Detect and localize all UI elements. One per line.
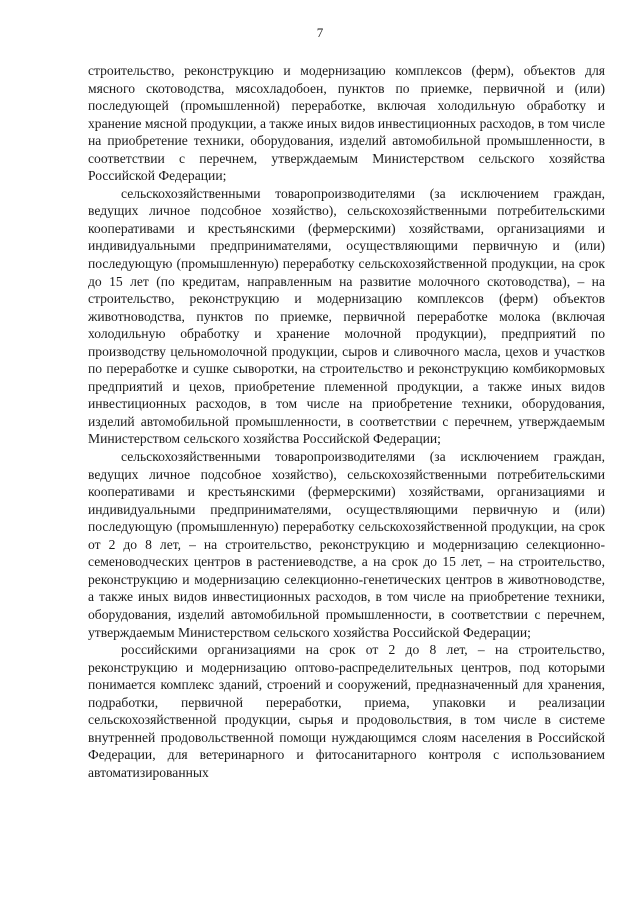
paragraph-4: российскими организациями на срок от 2 до 8 лет, – на строительство, реконструкцию и модернизацию оптово-распределительных центров, под которыми понимается комплекс зданий, строений и сооружений, предназначенный для хранения, подработки, первичной переработки, приема, упаковки и реализации сельскохозяйственной продукции, сырья и продовольствия, в том числе в системе внутренней продовольственной помощи нуждающимся слоям населения в Российской Федерации, для ветеринарного и фитосанитарного контроля с использованием автоматизированных xyxy=(88,642,605,780)
page-number: 7 xyxy=(316,25,324,40)
paragraph-3: сельскохозяйственными товаропроизводителями (за исключением граждан, ведущих личное подсобное хозяйство), сельскохозяйственными потребительскими кооперативами и крестьянскими (фермерскими) хозяйствами, организациями и индивидуальными предпринимателями, осуществляющими первичную и (или) последующую (промышленную) переработку сельскохозяйственной продукции, на срок от 2 до 8 лет, – на строительство, реконструкцию и модернизацию селекционно-семеноводческих центров в растениеводстве, а на срок до 15 лет, – на строительство, реконструкцию и модернизацию селекционно-генетических центров в животноводстве, а также иных видов инвестиционных расходов, в том числе на приобретение техники, оборудования, изделий автомобильной промышленности, в соответствии с перечнем, утверждаемым Министерством сельского хозяйства Российской Федерации; xyxy=(88,449,605,640)
paragraph-1: строительство, реконструкцию и модернизацию комплексов (ферм), объектов для мясного скотоводства, мясохладобоен, пунктов по приемке, первичной и (или) последующей (промышленной) переработке, включая холодильную обработку и хранение мясной продукции, а также иных видов инвестиционных расходов, в том числе на приобретение техники, оборудования, изделий автомобильной промышленности, в соответствии с перечнем, утверждаемым Министерством сельского хозяйства Российской Федерации; xyxy=(88,63,605,184)
body-text xyxy=(88,62,605,781)
paragraph-2: сельскохозяйственными товаропроизводителями (за исключением граждан, ведущих личное подсобное хозяйство), сельскохозяйственными потребительскими кооперативами и крестьянскими (фермерскими) хозяйствами, организациями и индивидуальными предпринимателями, осуществляющими первичную и (или) последующую (промышленную) переработку сельскохозяйственной продукции, на срок до 15 лет (по кредитам, направленным на развитие молочного скотоводства), – на строительство, реконструкцию и модернизацию комплексов (ферм) объектов животноводства, пунктов по приемке, первичной переработке молока (включая холодильную обработку и хранение молочной продукции), предприятий по производству цельномолочной продукции, сыров и сливочного масла, цехов и участков по переработке и сушке сыворотки, на строительство и реконструкцию комбикормовых предприятий и цехов, приобретение племенной продукции, а также иных видов инвестиционных расходов, в том числе на приобретение техники, оборудования, изделий автомобильной промышленности, в соответствии с перечнем, утверждаемым Министерством сельского хозяйства Российской Федерации; xyxy=(88,185,605,447)
